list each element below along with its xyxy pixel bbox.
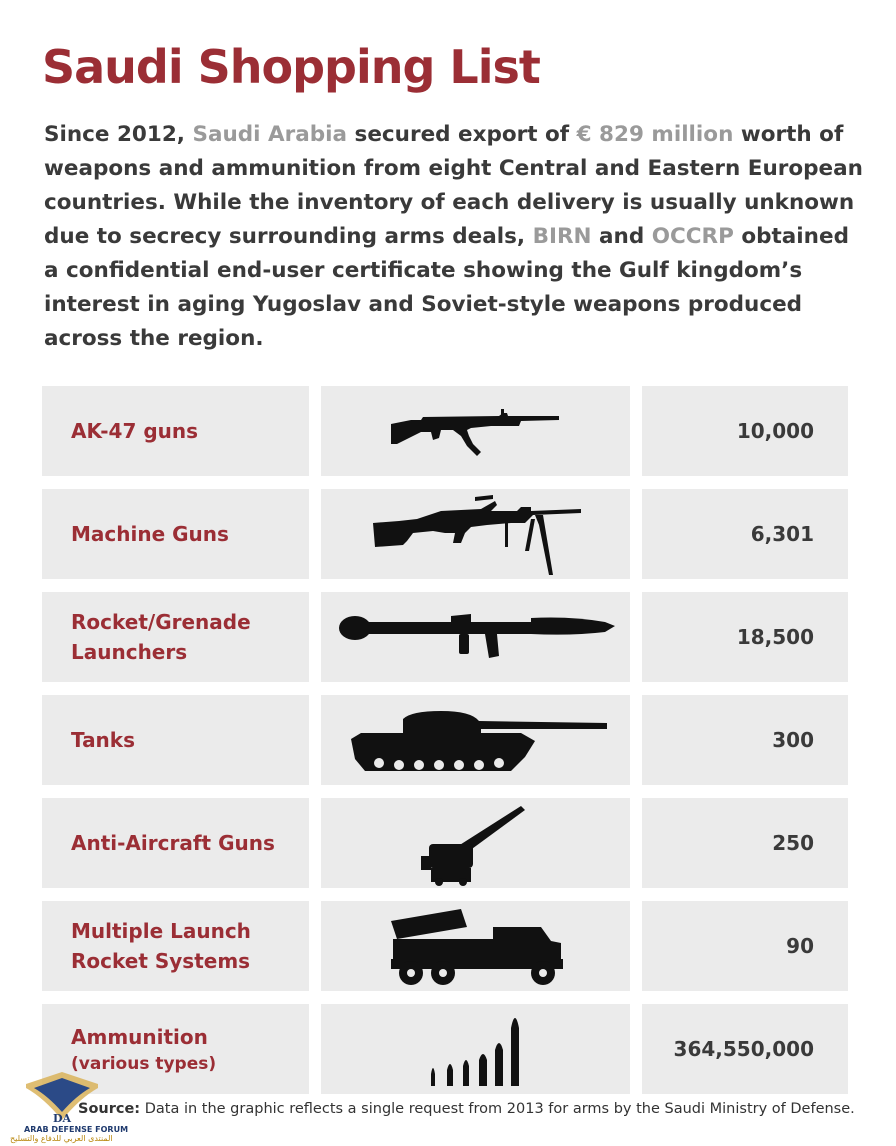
item-sublabel: (various types) [71, 1054, 217, 1074]
item-icon-cell [321, 1004, 630, 1094]
item-label-cell [42, 798, 309, 888]
highlight-birn: BIRN [532, 224, 592, 249]
item-icon-cell [321, 695, 630, 785]
ammunition-icon [321, 1004, 630, 1094]
tank-icon [321, 695, 630, 785]
page-title: Saudi Shopping List [42, 40, 540, 94]
item-icon-cell [321, 901, 630, 991]
table-row [42, 695, 848, 785]
item-icon-cell [321, 798, 630, 888]
item-label: Multiple Launch Rocket Systems [71, 919, 251, 973]
table-row [42, 386, 848, 476]
table-row [42, 592, 848, 682]
item-label-cell [42, 386, 309, 476]
table-row [42, 489, 848, 579]
item-label-cell [42, 695, 309, 785]
logo-name: ARAB DEFENSE FORUM [24, 1125, 129, 1134]
item-quantity: 300 [772, 728, 814, 752]
item-quantity-cell [642, 489, 848, 579]
highlight-occrp: OCCRP [651, 224, 734, 249]
logo-arabic-name: المنتدى العربي للدفاع والتسليح [10, 1134, 113, 1143]
highlight-amount: € 829 million [576, 122, 734, 147]
item-icon-cell [321, 489, 630, 579]
item-quantity-cell [642, 901, 848, 991]
item-label-cell [42, 592, 309, 682]
highlight-saudi-arabia: Saudi Arabia [192, 122, 348, 147]
source-note: Source: Data in the graphic reflects a single request from 2013 for arms by the Saudi Ministry of Defense. [78, 1101, 855, 1117]
item-quantity-cell [642, 1004, 848, 1094]
item-quantity: 6,301 [750, 522, 814, 546]
ak47-icon [321, 386, 630, 476]
rpg-launcher-icon [321, 592, 630, 682]
item-label: Machine Guns [71, 522, 229, 546]
item-label: Ammunition (various types) [71, 1025, 217, 1074]
item-label-cell [42, 489, 309, 579]
intro-paragraph: Since 2012, Saudi Arabia secured export of € 829 million worth of weapons and ammunition from eight Central and Eastern European countries. While the inventory of each delivery is usually unknown due to secrecy surrounding arms deals, BIRN and OCCRP obtained a confidential end-user certificate showing the Gulf kingdom’s interest in aging Yugoslav and Soviet-style weapons produced across the region. [44, 122, 863, 351]
item-label-cell [42, 901, 309, 991]
anti-aircraft-gun-icon [321, 798, 630, 888]
item-icon-cell [321, 386, 630, 476]
machine-gun-icon [321, 489, 630, 579]
item-icon-cell [321, 592, 630, 682]
item-label: Rocket/Grenade Launchers [71, 610, 251, 664]
item-quantity-cell [642, 798, 848, 888]
table-row [42, 901, 848, 991]
item-label: AK-47 guns [71, 419, 199, 443]
item-quantity: 90 [786, 934, 814, 958]
item-quantity: 250 [772, 831, 814, 855]
rocket-launcher-truck-icon [321, 901, 630, 991]
table-row [42, 798, 848, 888]
item-quantity: 18,500 [736, 625, 814, 649]
item-quantity-cell [642, 386, 848, 476]
item-quantity: 10,000 [736, 419, 814, 443]
item-quantity-cell [642, 695, 848, 785]
item-quantity: 364,550,000 [673, 1037, 814, 1061]
svg-text:DA: DA [52, 1112, 72, 1125]
table-row [42, 1004, 848, 1094]
item-label: Anti-Aircraft Guns [71, 831, 275, 855]
item-label: Tanks [71, 728, 136, 752]
item-quantity-cell [642, 592, 848, 682]
